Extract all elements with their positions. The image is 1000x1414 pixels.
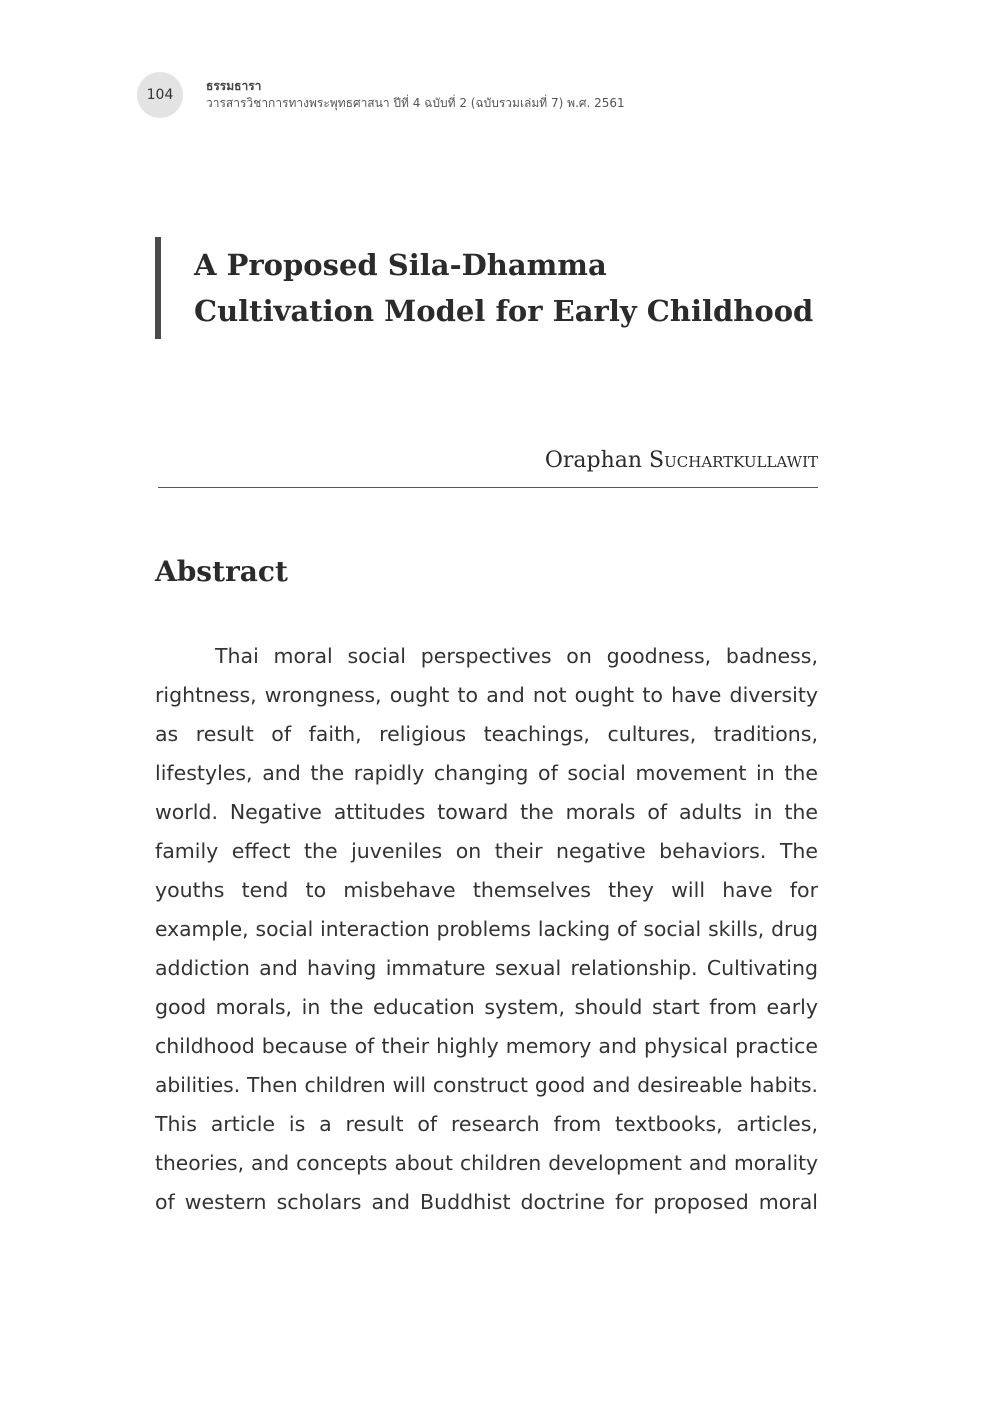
abstract-line: childhood because of their highly memory and physical practice (155, 1034, 818, 1058)
journal-name: ธรรมธารา (206, 79, 262, 93)
author-name (545, 448, 818, 473)
abstract-line: youths tend to misbehave themselves they will have for (155, 878, 818, 902)
abstract-line: lifestyles, and the rapidly changing of social movement in the (155, 761, 818, 785)
abstract-line: rightness, wrongness, ought to and not ought to have diversity (155, 683, 818, 707)
page-number: 104 (146, 87, 174, 103)
abstract-line: example, social interaction problems lacking of social skills, drug (155, 917, 818, 941)
abstract-line: This article is a result of research from textbooks, articles, (155, 1112, 818, 1136)
abstract-line: theories, and concepts about children development and morality (155, 1151, 818, 1175)
author-surname: Suchartkullawit (649, 448, 818, 473)
abstract-line: of western scholars and Buddhist doctrine for proposed moral (155, 1190, 818, 1214)
article-title-line-2: Cultivation Model for Early Childhood (194, 294, 814, 328)
abstract-line: as result of faith, religious teachings, cultures, traditions, (155, 722, 818, 746)
page-number-badge (137, 72, 183, 118)
article-title-block (155, 237, 813, 339)
abstract-line: abilities. Then children will construct good and desireable habits. (155, 1073, 818, 1097)
abstract-line: good morals, in the education system, should start from early (155, 995, 818, 1019)
abstract-heading: Abstract (155, 555, 288, 588)
abstract-line: addiction and having immature sexual relationship. Cultivating (155, 956, 818, 980)
abstract-line: family effect the juveniles on their negative behaviors. The (155, 839, 818, 863)
author-divider (158, 487, 818, 488)
journal-header (206, 78, 625, 112)
journal-subtitle: วารสารวิชาการทางพระพุทธศาสนา ปีที่ 4 ฉบับที่ 2 (ฉบับรวมเล่มที่ 7) พ.ศ. 2561 (206, 96, 625, 110)
abstract-line: world. Negative attitudes toward the morals of adults in the (155, 800, 818, 824)
author-given-name: Oraphan (544, 448, 643, 473)
article-title-line-1: A Proposed Sila-Dhamma (194, 248, 607, 282)
abstract-body (155, 637, 818, 1222)
abstract-line: Thai moral social perspectives on goodness, badness, (215, 644, 818, 668)
